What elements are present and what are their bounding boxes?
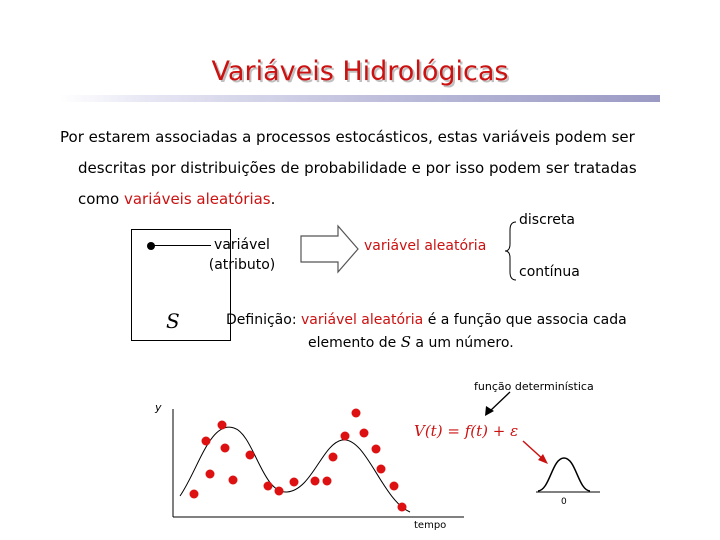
attribute-label-line-1: variável	[214, 237, 270, 253]
attribute-label-line-2: (atributo)	[208, 257, 276, 273]
sample-point	[190, 490, 199, 499]
distribution-zero-label: 0	[561, 497, 567, 507]
y-axis-label: y	[155, 401, 162, 414]
paragraph-line-3-suffix: .	[270, 190, 276, 208]
deterministic-curve	[180, 427, 410, 512]
sample-point	[329, 453, 338, 462]
sample-point	[206, 470, 215, 479]
definition-line-2-prefix: elemento de	[308, 335, 401, 351]
sample-point	[290, 478, 299, 487]
definition-line-1-suffix: é a função que associa cada	[423, 312, 627, 328]
continuous-label: contínua	[519, 264, 580, 280]
sample-point	[390, 482, 399, 491]
sample-point	[372, 445, 381, 454]
sample-point	[377, 465, 386, 474]
sample-point	[398, 503, 407, 512]
formula-f: f(t)	[464, 422, 488, 440]
formula-epsilon: ε	[510, 422, 519, 440]
deterministic-function-label: função determinística	[474, 380, 594, 393]
function-pointer-arrowhead	[485, 406, 494, 416]
paragraph-line-2: descritas por distribuições de probabilidade e por isso podem ser tratadas	[78, 159, 637, 177]
sample-point	[341, 432, 350, 441]
formula-equals: =	[442, 422, 465, 440]
definition-term: variável aleatória	[300, 312, 424, 328]
paragraph-line-1: Por estarem associadas a processos estocásticos, estas variáveis podem ser	[60, 128, 635, 146]
sample-point	[246, 451, 255, 460]
random-variable-label: variável aleatória	[364, 238, 487, 254]
paragraph-line-3-prefix: como	[78, 190, 124, 208]
sample-point	[264, 482, 273, 491]
definition-prefix: Definição:	[226, 312, 301, 328]
definition-line-2-suffix: a um número.	[410, 335, 514, 351]
sample-points	[190, 409, 407, 512]
random-variables-highlight: variáveis aleatórias	[123, 190, 271, 208]
slide-title: Variáveis Hidrológicas	[211, 56, 509, 87]
sample-point	[323, 477, 332, 486]
sample-point	[311, 477, 320, 486]
discrete-label: discreta	[519, 212, 575, 228]
sample-point	[202, 437, 211, 446]
sample-point	[275, 487, 284, 496]
formula-lhs: V(t)	[414, 422, 443, 440]
x-axis-label: tempo	[414, 520, 447, 531]
sample-space-symbol: S	[166, 309, 180, 333]
sample-point	[360, 429, 369, 438]
sample-point	[352, 409, 361, 418]
function-pointer-line	[489, 392, 510, 412]
formula-plus: +	[487, 422, 511, 440]
definition-symbol: S	[400, 333, 411, 351]
sample-point	[218, 421, 227, 430]
sample-point	[221, 444, 230, 453]
sample-point	[229, 476, 238, 485]
model-formula	[414, 422, 518, 440]
